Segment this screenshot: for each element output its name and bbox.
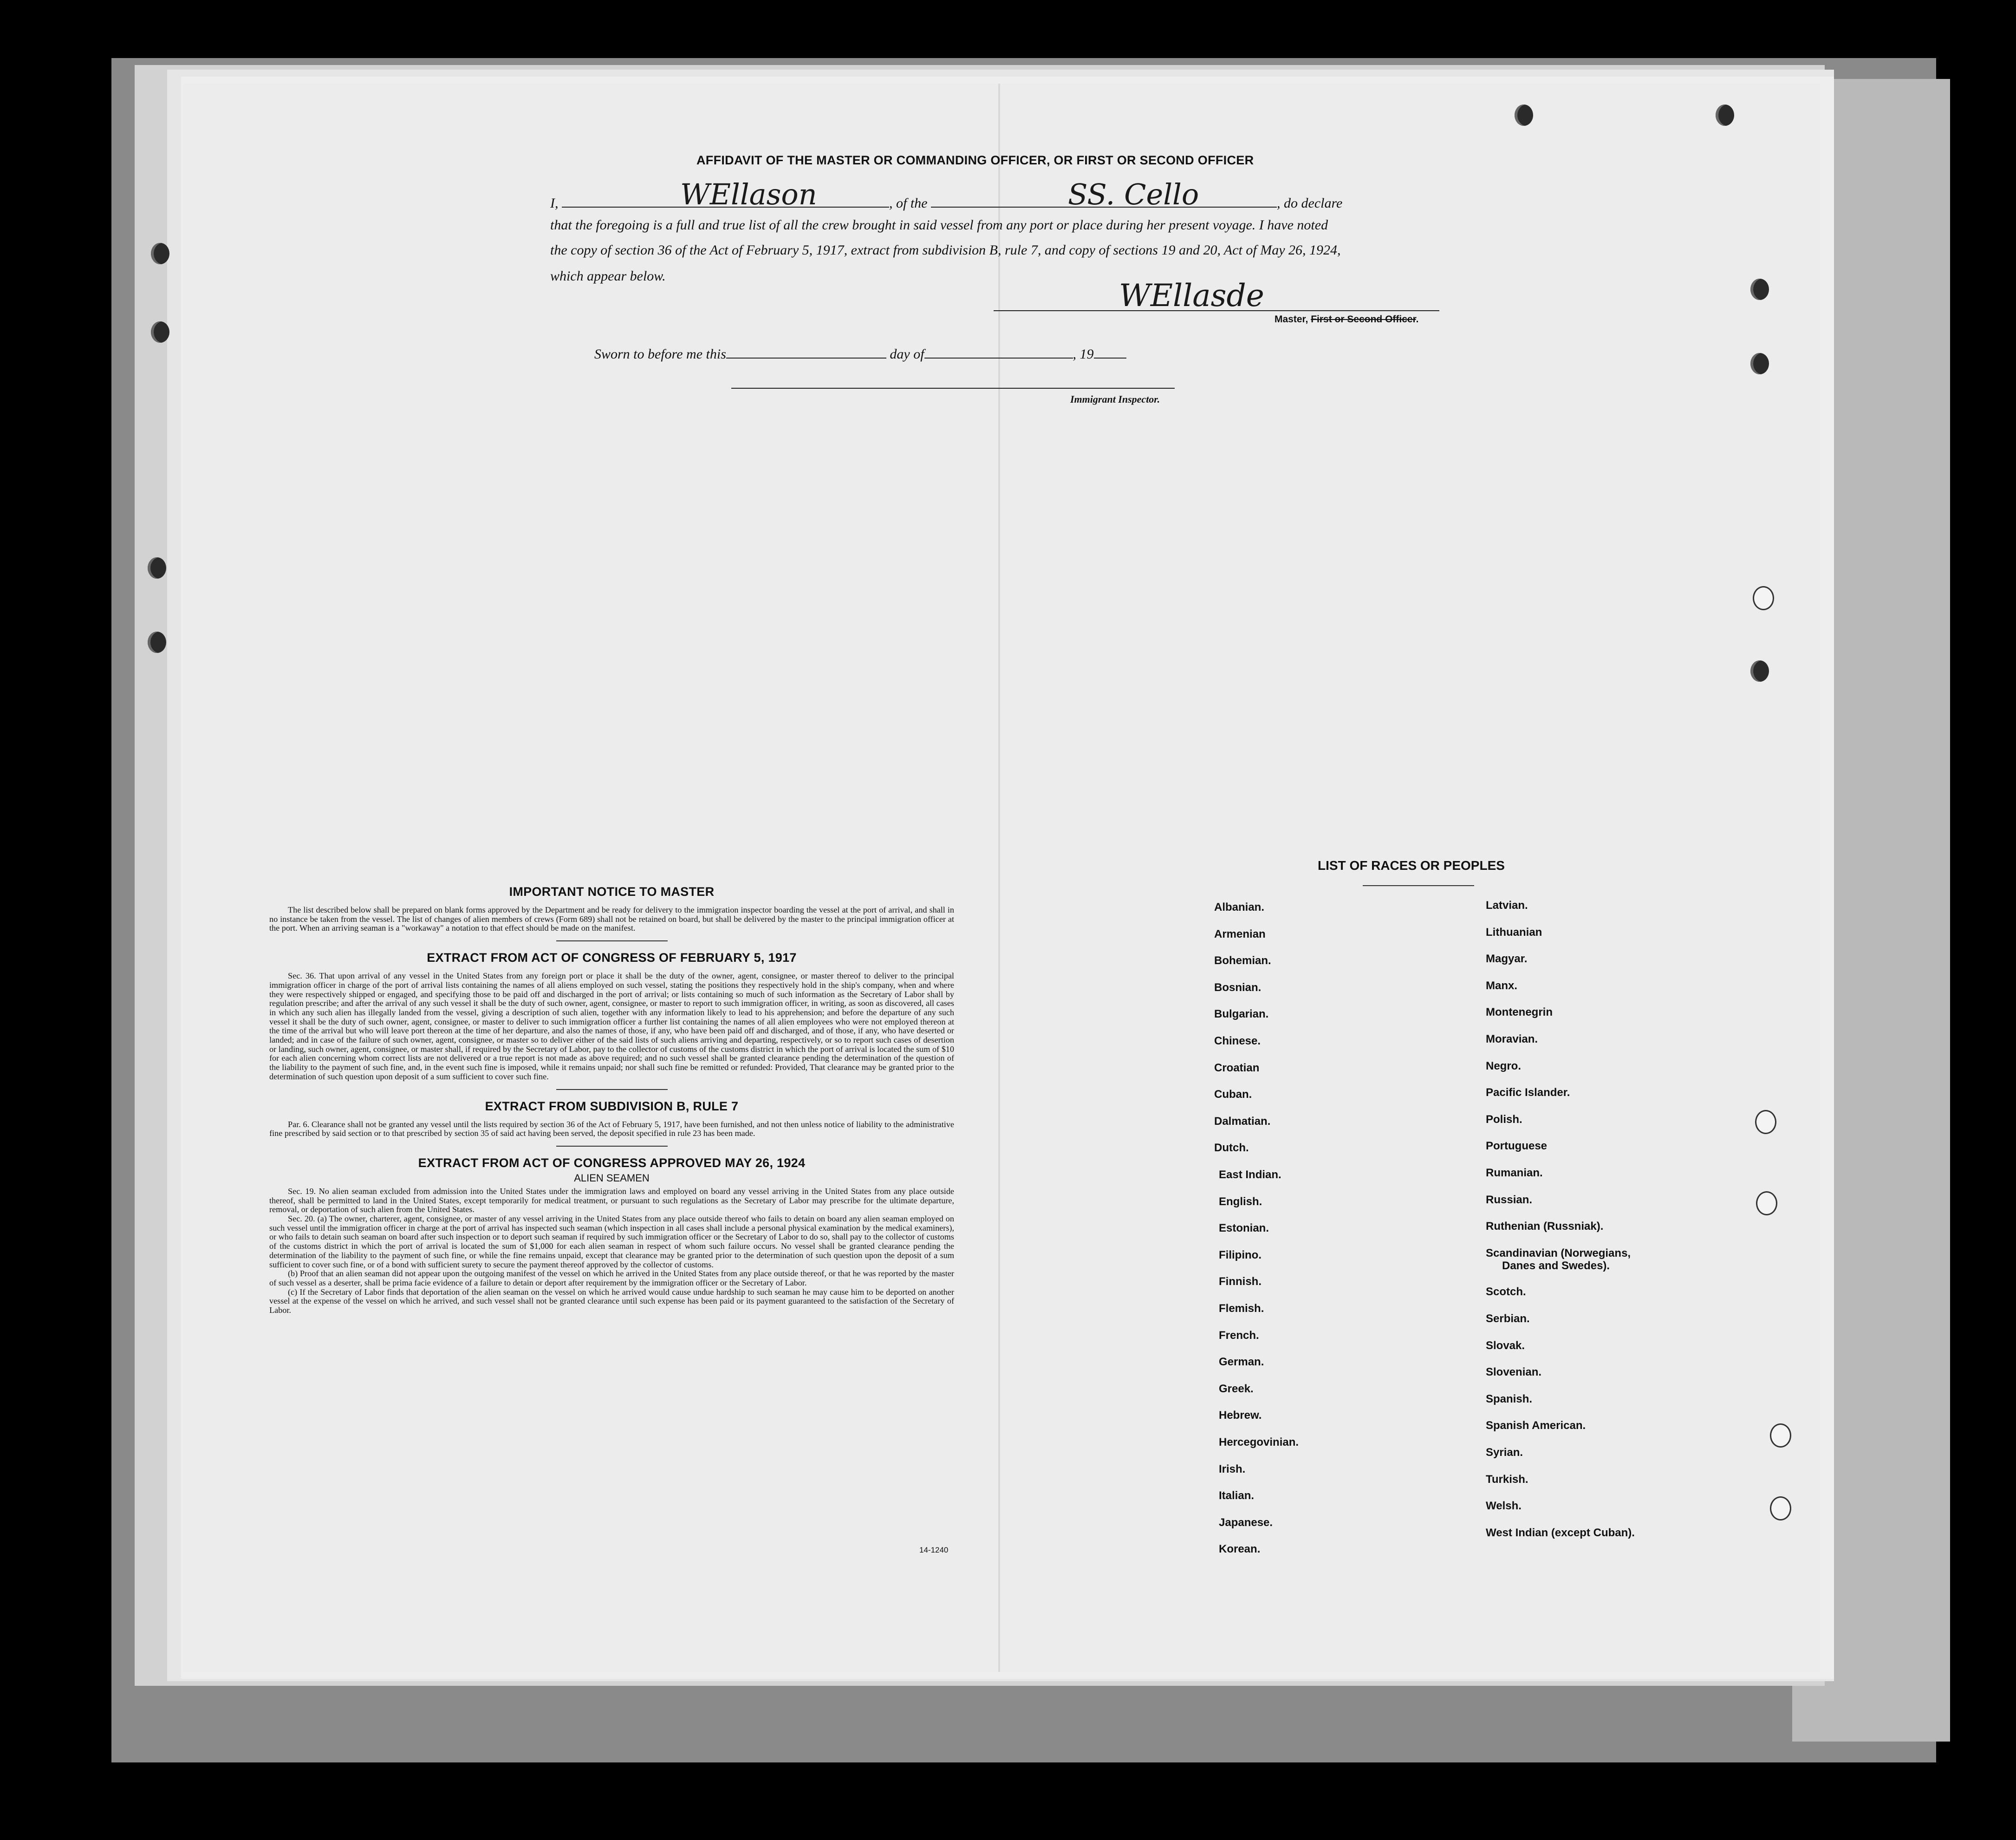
race-item: Bulgarian.	[1214, 1008, 1269, 1020]
extract-1924-sec20c: (c) If the Secretary of Labor finds that deportation of the alien seaman on the vessel on which he arrived would cause undue hardship to such seaman he may cause him to be deported on another vessel at the expense of the vessel on which he arrived, and such vessel shall not be granted clearance until such expense has been paid or its payment guaranteed to the satisfaction of the Secretary of Labor.	[269, 1287, 954, 1315]
alien-seamen-subtitle: ALIEN SEAMEN	[574, 1172, 650, 1184]
sworn-label: Sworn to before me this	[594, 346, 726, 362]
race-item: Albanian.	[1214, 901, 1265, 913]
affidavit-text-line: which appear below.	[550, 268, 666, 284]
race-item: Bosnian.	[1214, 981, 1262, 994]
master-name-handwriting: WEllason	[680, 177, 817, 211]
extract-1917-title: EXTRACT FROM ACT OF CONGRESS OF FEBRUARY 5, 1917	[427, 951, 797, 965]
race-item: Portuguese	[1486, 1140, 1548, 1152]
punch-hole	[148, 632, 166, 653]
race-item: Dutch.	[1214, 1142, 1249, 1154]
signature-line	[994, 310, 1439, 311]
race-item: Rumanian.	[1486, 1167, 1543, 1179]
race-item: Negro.	[1486, 1060, 1522, 1072]
races-title: LIST OF RACES OR PEOPLES	[1318, 858, 1505, 873]
race-item: Moravian.	[1486, 1033, 1538, 1045]
race-item: Croatian	[1214, 1062, 1260, 1074]
race-item: Welsh.	[1486, 1500, 1522, 1512]
extract-1924-sec20a: Sec. 20. (a) The owner, charterer, agent, consignee, or master of any vessel arriving in the United States from any place outside thereof who fails to detain on board any alien seaman employed on such vessel until the immigration officer in charge at the port of arrival has inspected such seaman (which inspection in all cases shall include a personal physical examination by the medical examiners), or who fails to detain such seaman on board after such inspection or to deport such seaman if required by such immigration officer or the Secretary of Labor to do so, shall pay to the collector of customs of the customs district in which the port of arrival is located the sum of $1,000 for each alien seaman in respect of whom such failure occurs. No vessel shall be granted clearance pending the determination of the liability to the payment of such fine, or while the fine remains unpaid, except that clearance may be granted prior to the determination of such question upon the deposit of a sum sufficient to cover such fine, or of a bond with sufficient surety to secure the payment thereof approved by the collector of customs.	[269, 1214, 954, 1269]
inspector-caption: Immigrant Inspector.	[1070, 393, 1160, 405]
section-divider	[556, 940, 668, 941]
extract-rule7-title: EXTRACT FROM SUBDIVISION B, RULE 7	[485, 1099, 739, 1113]
race-item: Cuban.	[1214, 1088, 1252, 1101]
race-item: Latvian.	[1486, 899, 1528, 912]
race-item: German.	[1219, 1356, 1264, 1368]
affidavit-title: AFFIDAVIT OF THE MASTER OR COMMANDING OFFICER, OR FIRST OR SECOND OFFICER	[696, 153, 1254, 167]
affidavit-do-declare-label: , do declare	[1277, 196, 1343, 211]
race-item: Syrian.	[1486, 1446, 1523, 1459]
race-item: Spanish American.	[1486, 1419, 1586, 1432]
race-item: East Indian.	[1219, 1168, 1281, 1181]
race-item: Spanish.	[1486, 1393, 1533, 1405]
affidavit-declaration-line	[550, 193, 1342, 211]
extract-1924-sec19: Sec. 19. No alien seaman excluded from admission into the United States under the immigration laws and employed on board any vessel arriving in the United States from any place outside thereof, shall be permitted to land in the United States, except temporarily for medical treatment, or pursuant to such regulations as the Secretary of Labor may prescribe for the ultimate departure, removal, or deportation of such alien from the United States.	[269, 1186, 954, 1214]
race-item: Greek.	[1219, 1383, 1254, 1395]
extract-1924-sec20b: (b) Proof that an alien seaman did not appear upon the outgoing manifest of the vessel on which he arrived in the United States from any place outside thereof, or that he was reported by the master of such vessel as a deserter, shall be prima facie evidence of a failure to detain or deport after requirement by the immigration officer or the Secretary of Labor.	[269, 1269, 954, 1287]
section-divider	[556, 1089, 668, 1090]
race-item: Polish.	[1486, 1113, 1522, 1126]
punch-hole	[1750, 660, 1769, 682]
extract-1924-title: EXTRACT FROM ACT OF CONGRESS APPROVED MAY 26, 1924	[418, 1155, 806, 1170]
race-item: Scandinavian (Norwegians,	[1486, 1247, 1631, 1259]
race-item: Magyar.	[1486, 953, 1528, 965]
punch-hole	[1770, 1423, 1791, 1448]
punch-hole	[1755, 1110, 1776, 1134]
master-signature: WEllasde	[1119, 278, 1264, 313]
punch-hole	[1515, 104, 1533, 126]
punch-hole	[1770, 1496, 1791, 1520]
notice-column	[269, 885, 954, 1315]
punch-hole	[1750, 279, 1769, 300]
race-item: Korean.	[1219, 1543, 1261, 1555]
manifest-page	[183, 84, 1820, 1672]
punch-hole	[1716, 104, 1734, 126]
race-item: Manx.	[1486, 979, 1518, 992]
race-item: English.	[1219, 1195, 1262, 1208]
affidavit-text-line: that the foregoing is a full and true list of all the crew brought in said vessel from any port or place during her present voyage. I have noted	[550, 217, 1328, 233]
race-item: West Indian (except Cuban).	[1486, 1527, 1635, 1539]
punch-hole	[1750, 353, 1769, 374]
affidavit-i-label: I,	[550, 196, 559, 211]
race-item: Russian.	[1486, 1194, 1533, 1206]
race-item: Flemish.	[1219, 1302, 1264, 1315]
race-item: Estonian.	[1219, 1222, 1269, 1234]
race-item: Finnish.	[1219, 1275, 1262, 1288]
race-item: Turkish.	[1486, 1473, 1528, 1486]
race-item: Chinese.	[1214, 1035, 1261, 1047]
race-item: Lithuanian	[1486, 926, 1542, 939]
punch-hole	[151, 243, 169, 264]
inspector-signature-line	[731, 388, 1175, 389]
race-item: Slovenian.	[1486, 1366, 1542, 1378]
form-number: 14-1240	[919, 1546, 949, 1554]
year-prefix: , 19	[1073, 346, 1094, 362]
race-item: Italian.	[1219, 1489, 1255, 1502]
race-item: Slovak.	[1486, 1339, 1525, 1352]
extract-1917-body: Sec. 36. That upon arrival of any vessel in the United States from any foreign port or place it shall be the duty of the owner, agent, consignee, or master thereof to deliver to the principal immigration officer in charge of the port of arrival lists containing the names of all aliens employed on such vessel, stating the positions they respectively hold in the ship's company, when and where they were respectively shipped or engaged, and specifying those to be paid off and discharged in the port of arrival; or lists containing so much of such information as the Secretary of Labor shall by regulation prescribe; and after the arrival of any such vessel it shall be the duty of such owner, agent, consignee, or master to report to such immigration officer, in writing, as soon as discovered, all cases in which any such alien has illegally landed from the vessel, giving a description of such alien, together with any information likely to lead to his apprehension; and before the departure of any such vessel it shall be the duty of such owner, agent, consignee, or master to deliver to such immigration officer a further list containing the names of all alien employees who were not employed thereon at the time of the arrival but who will leave port thereon at the time of her departure, and also the names of those, if any, who have been paid off and discharged, and of those, if any, who have deserted or landed; and in case of the failure of such owner, agent, consignee, or master so to deliver either of the said lists of such aliens arriving and departing, respectively, or so to report such cases of desertion or landing, such owner, agent, consignee, or master shall, if required by the Secretary of Labor, pay to the collector of customs of the customs district in which the port of arrival is located the sum of $10 for each alien concerning whom correct lists are not delivered or a true report is not made as above required; and no such vessel shall be granted clearance pending the determination of the question of the liability to the payment of such fine, and, in the event such fine is imposed, while it remains unpaid; nor shall such fine be remitted or refunded: Provided, That clearance may be granted prior to the determination of such question upon deposit of a sum sufficient to cover such fine.	[269, 971, 954, 1081]
race-item: Hebrew.	[1219, 1409, 1262, 1422]
punch-hole	[148, 557, 166, 579]
day-of-label: day of	[890, 346, 924, 362]
signature-caption: Master, First or Second Officer.	[1275, 314, 1419, 325]
sworn-day-blank	[726, 344, 886, 359]
notice-title: IMPORTANT NOTICE TO MASTER	[509, 885, 715, 899]
punch-hole	[1753, 586, 1774, 610]
race-item: Danes and Swedes).	[1502, 1259, 1610, 1272]
notice-body: The list described below shall be prepared on blank forms approved by the Department and be ready for delivery to the immigration inspector boarding the vessel at the port of arrival, and shall in no instance be taken from the vessel. The list of changes of alien members of crews (Form 689) shall not be retained on board, but shall be delivered by the master to the principal immigration officer at the port. When an arriving seaman is a "workaway" a notation to that effect should be made on the manifest.	[269, 905, 954, 933]
vessel-name-handwriting: SS. Cello	[1068, 177, 1199, 211]
races-title-rule	[1363, 885, 1474, 886]
race-item: Pacific Islander.	[1486, 1086, 1570, 1099]
extract-rule7-body: Par. 6. Clearance shall not be granted any vessel until the lists required by section 36 of the Act of February 5, 1917, have been furnished, and not then unless notice of liability to the administrative fine prescribed by said section or to that prescribed by section 35 of said act having been served, the deposit specified in rule 23 has been made.	[269, 1119, 954, 1138]
affidavit-text-line: the copy of section 36 of the Act of February 5, 1917, extract from subdivision B, rule 7, and copy of sections 19 and 20, Act of May 26, 1924,	[550, 242, 1341, 258]
punch-hole	[151, 321, 169, 343]
race-item: French.	[1219, 1329, 1259, 1342]
page-fold	[998, 84, 1000, 1672]
section-divider	[556, 1146, 668, 1147]
punch-hole	[1756, 1191, 1777, 1215]
year-blank	[1094, 344, 1126, 359]
race-item: Japanese.	[1219, 1516, 1273, 1529]
race-item: Scotch.	[1486, 1285, 1526, 1298]
race-item: Bohemian.	[1214, 954, 1271, 967]
race-item: Filipino.	[1219, 1249, 1262, 1261]
sworn-line	[594, 344, 1126, 362]
race-item: Hercegovinian.	[1219, 1436, 1299, 1449]
race-item: Montenegrin	[1486, 1006, 1553, 1018]
affidavit-of-the-label: , of the	[889, 196, 928, 211]
race-item: Armenian	[1214, 928, 1266, 940]
race-item: Irish.	[1219, 1463, 1246, 1475]
race-item: Serbian.	[1486, 1312, 1530, 1325]
race-item: Ruthenian (Russniak).	[1486, 1220, 1604, 1233]
race-item: Dalmatian.	[1214, 1115, 1271, 1128]
month-blank	[924, 344, 1073, 359]
